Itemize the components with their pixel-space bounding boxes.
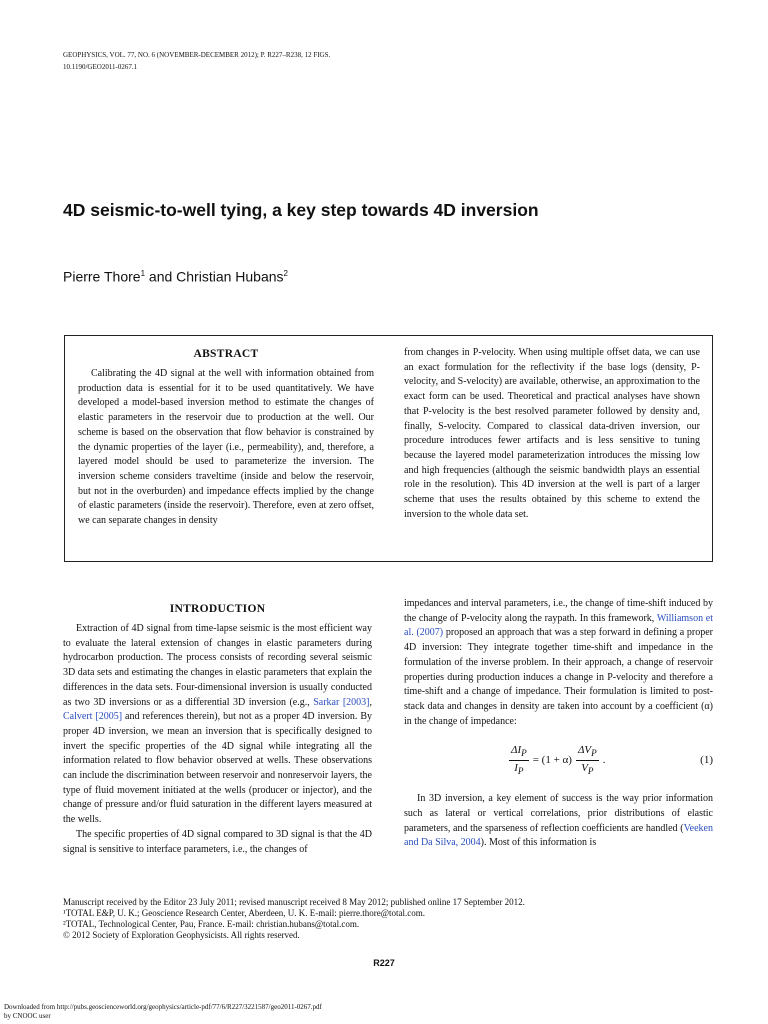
author-conjunction: and (145, 268, 177, 285)
author-line (63, 264, 723, 287)
citation-link-sarkar[interactable]: Sarkar [2003] (313, 696, 370, 708)
footnotes (63, 897, 723, 941)
equation-fraction-lhs (509, 743, 529, 778)
equation-number: (1) (700, 753, 713, 766)
intro-paragraph: The specific properties of 4D signal compared to 3D signal is that the 4D signal is sensitive to interface parameters, i.e., the changes of (63, 828, 372, 855)
equation-symbol: V (581, 761, 588, 774)
introduction-right-column (404, 597, 713, 851)
article-title: 4D seismic-to-well tying, a key step towards 4D inversion (63, 200, 539, 220)
intro-text: In 3D inversion, a key element of success is the way prior information such as lateral or vertical correlations, prior distributions of elastic parameters, and the sparseness of reflection coefficients are handled ( (404, 793, 713, 834)
equation-subscript: P (517, 766, 524, 777)
abstract-heading: ABSTRACT (193, 348, 259, 360)
intro-text: proposed an approach that was a step forward in defining a proper 4D inversion: They integrate together time-shift and impedance in the formulation of the inverse problem. In their approach, a change of reservoir properties during production induces a change in P-velocity and therefore a time-shift and a change of impedance. Their formulation is limited to post-stack data and changes in density are taken into account by a coefficient (α) in the change of impedance: (404, 627, 713, 727)
download-line: Downloaded from http://pubs.geoscienceworld.org/geophysics/article-pdf/77/6/R227/3221587/geo2011-0267.pdf (4, 1003, 322, 1011)
abstract-paragraph-continued: from changes in P-velocity. When using multiple offset data, we can use an exact formulation for the reflectivity if the base logs (density, P-velocity, and S-velocity) are available, otherwise, an approximation to the exact form can be used. Theoretical and practical analyses have shown that P-velocity is the best resolved parameter followed by density and, finally, S-velocity. Compared to classical data-driven inversion, our procedure introduces fewer artifacts and is less sensitive to tuning because the layered model parameterization introduces the missing low and high frequencies (although the seismic bandwidth plays an essential role in the resolution). This 4D inversion at the well is part of a larger scheme that uses the results obtained by this scheme to extend the inversion to the whole data set. (404, 347, 700, 520)
affiliation-mark: 1 (140, 269, 146, 278)
equation-end: . (602, 753, 606, 766)
abstract-left-column (78, 346, 374, 529)
equation-fraction-rhs (576, 743, 599, 778)
abstract-right-column (404, 346, 700, 522)
equation-1 (404, 740, 713, 780)
intro-text: , (369, 696, 372, 708)
equation-middle: = (1 + α) (532, 753, 572, 766)
citation-link-williamson[interactable]: Williamson et al. (2007) (404, 612, 713, 639)
affiliation-footnote: ²TOTAL, Technological Center, Pau, France. E-mail: christian.hubans@total.com. (63, 919, 360, 929)
introduction-left-column (63, 601, 372, 857)
introduction-heading: INTRODUCTION (169, 603, 266, 615)
equation-symbol: ΔI (511, 743, 522, 756)
citation-link-veeken[interactable]: Veeken and Da Silva, 2004 (404, 822, 713, 849)
citation-link-calvert[interactable]: Calvert [2005] (63, 711, 123, 723)
intro-text: and references therein), but not as a proper 4D inversion. By proper 4D inversion, we mean an inversion that is specifically designed to invert the specific properties of the 4D signal while integrating all the information related to flow behavior observed at wells. These observations can include the discrimination between reservoir and nonreservoir layers, the type of fluid movement initiated at the wells (producer or injector), and the change of pressure and/or fluid saturation in the different layers measured at the wells. (63, 711, 373, 826)
download-line: by CNOOC user (4, 1012, 51, 1020)
intro-text: impedances and interval parameters, i.e., the change of time-shift induced by the change of P-velocity along the raypath. In this framework, (404, 598, 713, 624)
journal-header (63, 49, 483, 73)
affiliation-mark: 2 (283, 269, 288, 278)
journal-citation-line: GEOPHYSICS, VOL. 77, NO. 6 (NOVEMBER-DECEMBER 2012); P. R227–R238, 12 FIGS. (63, 51, 331, 59)
equation-subscript: P (521, 747, 527, 758)
equation-symbol: ΔV (577, 743, 592, 756)
intro-text: Extraction of 4D signal from time-lapse seismic is the most efficient way to evaluate the lateral extension of changes in elastic parameters during hydrocarbon production. The process consists of recording several seismic 3D data sets and estimating the changes in elastic parameters that explain the differences in the data sets. Four-dimensional inversion is usually conducted as two 3D inversions or as a differential 3D inversion (e.g., (63, 623, 372, 708)
equation-symbol: I (514, 761, 518, 774)
intro-paragraph (63, 622, 372, 828)
intro-paragraph-continued (404, 597, 713, 729)
equation-body (509, 743, 606, 778)
intro-text: ). Most of this information is (480, 837, 597, 849)
copyright-note: © 2012 Society of Exploration Geophysicists. All rights reserved. (63, 930, 300, 940)
author-name: Christian Hubans (176, 268, 284, 285)
page-number: R227 (373, 958, 395, 968)
equation-subscript: P (587, 766, 594, 777)
abstract-paragraph: Calibrating the 4D signal at the well with information obtained from production data is essential for it to be used quantitatively. We have developed a model-based inversion method to estimate the changes of elastic parameters in the reservoir due to production at the well. Our scheme is based on the observation that flow behavior is constrained by the dynamic properties of the layer (i.e., permeability), and, therefore, a layered model should be used to parameterize the inversion. The inversion scheme considers traveltime (inside and below the reservoir, but not in the overburden) and impedance effects implied by the change of elastic parameters (inside the reservoir). Therefore, even at zero offset, we can separate changes in density (78, 368, 374, 527)
author-name: Pierre Thore (63, 268, 141, 285)
download-watermark (4, 1003, 704, 1021)
manuscript-note: Manuscript received by the Editor 23 July 2011; revised manuscript received 8 May 2012; published online 17 September 2012. (63, 897, 525, 907)
intro-paragraph (404, 792, 713, 851)
affiliation-footnote: ¹TOTAL E&P, U. K.; Geoscience Research Center, Aberdeen, U. K. E-mail: pierre.thore@total.com. (63, 908, 426, 918)
doi-line: 10.1190/GEO2011-0267.1 (63, 63, 138, 71)
equation-subscript: P (591, 747, 597, 758)
